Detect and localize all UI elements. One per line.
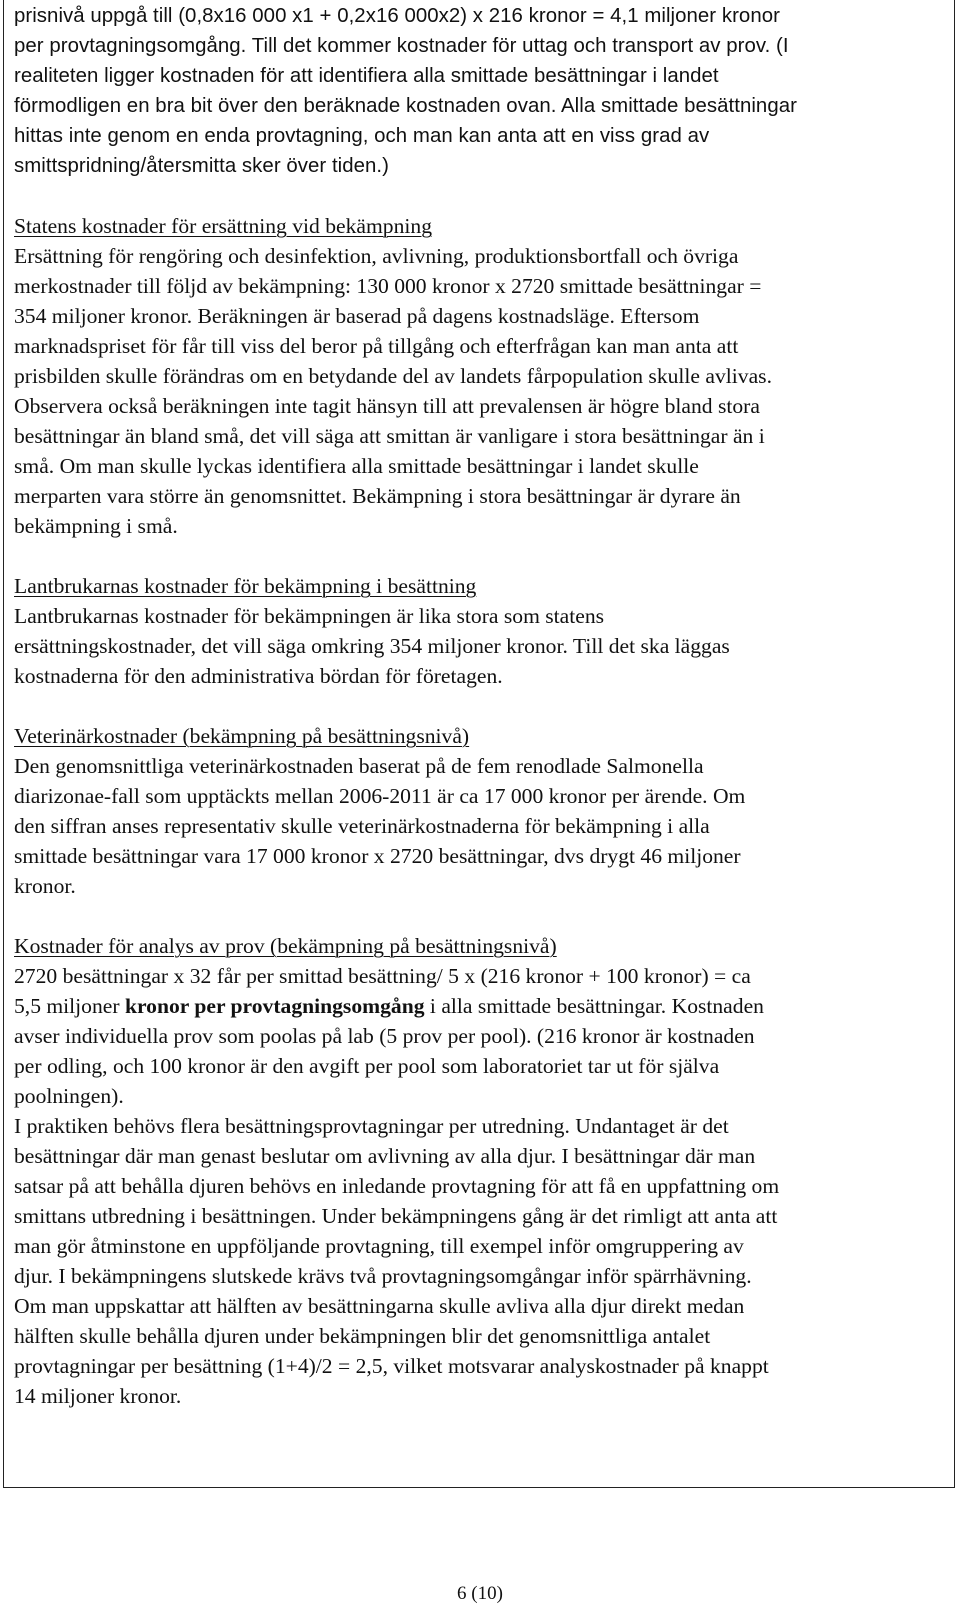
text-line: realiteten ligger kostnaden för att identifiera alla smittade besättningar i landet: [14, 65, 719, 87]
text-span: i alla smittade besättningar. Kostnaden: [424, 994, 764, 1018]
text-line: förmodligen en bra bit över den beräknade kostnaden ovan. Alla smittade besättningar: [14, 95, 797, 117]
document-body: [14, 1, 954, 1411]
text-line: Ersättning för rengöring och desinfektion, avlivning, produktionsbortfall och övriga: [14, 244, 739, 268]
section-heading: Kostnader för analys av prov (bekämpning på besättningsnivå): [14, 934, 557, 958]
text-line: Lantbrukarnas kostnader för bekämpningen är lika stora som statens: [14, 604, 605, 628]
text-line: I praktiken behövs flera besättningsprovtagningar per utredning. Undantaget är det: [14, 1114, 729, 1138]
text-line: hälften skulle behålla djuren under bekämpningen blir det genomsnittliga antalet: [14, 1324, 711, 1348]
bold-text: kronor per provtagningsomgång: [124, 994, 425, 1018]
text-line: 2720 besättningar x 32 får per smittad besättning/ 5 x (216 kronor + 100 kronor) = ca: [14, 964, 751, 988]
text-line: smittade besättningar vara 17 000 kronor x 2720 besättningar, dvs drygt 46 miljoner: [14, 844, 741, 868]
text-line: smittspridning/återsmitta sker över tiden.): [14, 155, 389, 177]
text-line: den siffran anses representativ skulle veterinärkostnaderna för bekämpning i alla: [14, 814, 710, 838]
text-line: djur. I bekämpningens slutskede krävs två provtagningsomgångar inför spärrhävning.: [14, 1264, 752, 1288]
text-line: diarizonae-fall som upptäckts mellan 2006-2011 är ca 17 000 kronor per ärende. Om: [14, 784, 746, 808]
text-line: marknadspriset för får till viss del beror på tillgång och efterfrågan kan man anta att: [14, 334, 739, 358]
section-veterinar: [14, 721, 954, 901]
text-line: Den genomsnittliga veterinärkostnaden baserat på de fem renodlade Salmonella: [14, 754, 704, 778]
text-line: smittans utbredning i besättningen. Under bekämpningens gång är det rimligt att anta att: [14, 1204, 778, 1228]
text-line: per odling, och 100 kronor är den avgift per pool som laboratoriet tar ut för själva: [14, 1054, 720, 1078]
page-number: 6 (10): [457, 1583, 503, 1604]
section-analys: [14, 931, 954, 1411]
text-line: prisbilden skulle förändras om en betydande del av landets fårpopulation skulle avlivas.: [14, 364, 772, 388]
section-heading: Lantbrukarnas kostnader för bekämpning i besättning: [14, 574, 477, 598]
section-lantbrukarnas: [14, 571, 954, 691]
text-line: 354 miljoner kronor. Beräkningen är baserad på dagens kostnadsläge. Eftersom: [14, 304, 700, 328]
text-line: man gör åtminstone en uppföljande provtagning, till exempel inför omgruppering av: [14, 1234, 744, 1258]
text-line: satsar på att behålla djuren behövs en inledande provtagning för att få en uppfattning om: [14, 1174, 780, 1198]
text-line: små. Om man skulle lyckas identifiera alla smittade besättningar i landet skulle: [14, 454, 699, 478]
text-line: merkostnader till följd av bekämpning: 130 000 kronor x 2720 smittade besättningar =: [14, 274, 762, 298]
text-line: besättningar där man genast beslutar om avlivning av alla djur. I besättningar där man: [14, 1144, 756, 1168]
text-line: merparten vara större än genomsnittet. Bekämpning i stora besättningar är dyrare än: [14, 484, 741, 508]
text-line: kronor.: [14, 874, 76, 898]
text-line: Observera också beräkningen inte tagit hänsyn till att prevalensen är högre bland stora: [14, 394, 760, 418]
text-line: hittas inte genom en enda provtagning, och man kan anta att en viss grad av: [14, 125, 710, 147]
section-heading: Veterinärkostnader (bekämpning på besättningsnivå): [14, 724, 470, 748]
text-line: prisnivå uppgå till (0,8x16 000 x1 + 0,2x16 000x2) x 216 kronor = 4,1 miljoner kronor: [14, 5, 780, 27]
text-line: Om man uppskattar att hälften av besättningarna skulle avliva alla djur direkt medan: [14, 1294, 745, 1318]
text-line: bekämpning i små.: [14, 514, 178, 538]
text-line: poolningen).: [14, 1084, 124, 1108]
text-line: 14 miljoner kronor.: [14, 1384, 182, 1408]
text-line: besättningar än bland små, det vill säga att smittan är vanligare i stora besättningar än i: [14, 424, 765, 448]
text-span: 5,5 miljoner: [14, 994, 125, 1018]
section-statens: [14, 211, 954, 541]
text-line: ersättningskostnader, det vill säga omkring 354 miljoner kronor. Till det ska läggas: [14, 634, 730, 658]
text-line: per provtagningsomgång. Till det kommer kostnader för uttag och transport av prov. (I: [14, 35, 789, 57]
intro-paragraph: [14, 1, 954, 181]
text-line: kostnaderna för den administrativa bördan för företagen.: [14, 664, 503, 688]
text-line: [14, 991, 954, 1021]
text-line: avser individuella prov som poolas på lab (5 prov per pool). (216 kronor är kostnaden: [14, 1024, 755, 1048]
section-heading: Statens kostnader för ersättning vid bekämpning: [14, 214, 432, 238]
text-line: provtagningar per besättning (1+4)/2 = 2,5, vilket motsvarar analyskostnader på knappt: [14, 1354, 769, 1378]
